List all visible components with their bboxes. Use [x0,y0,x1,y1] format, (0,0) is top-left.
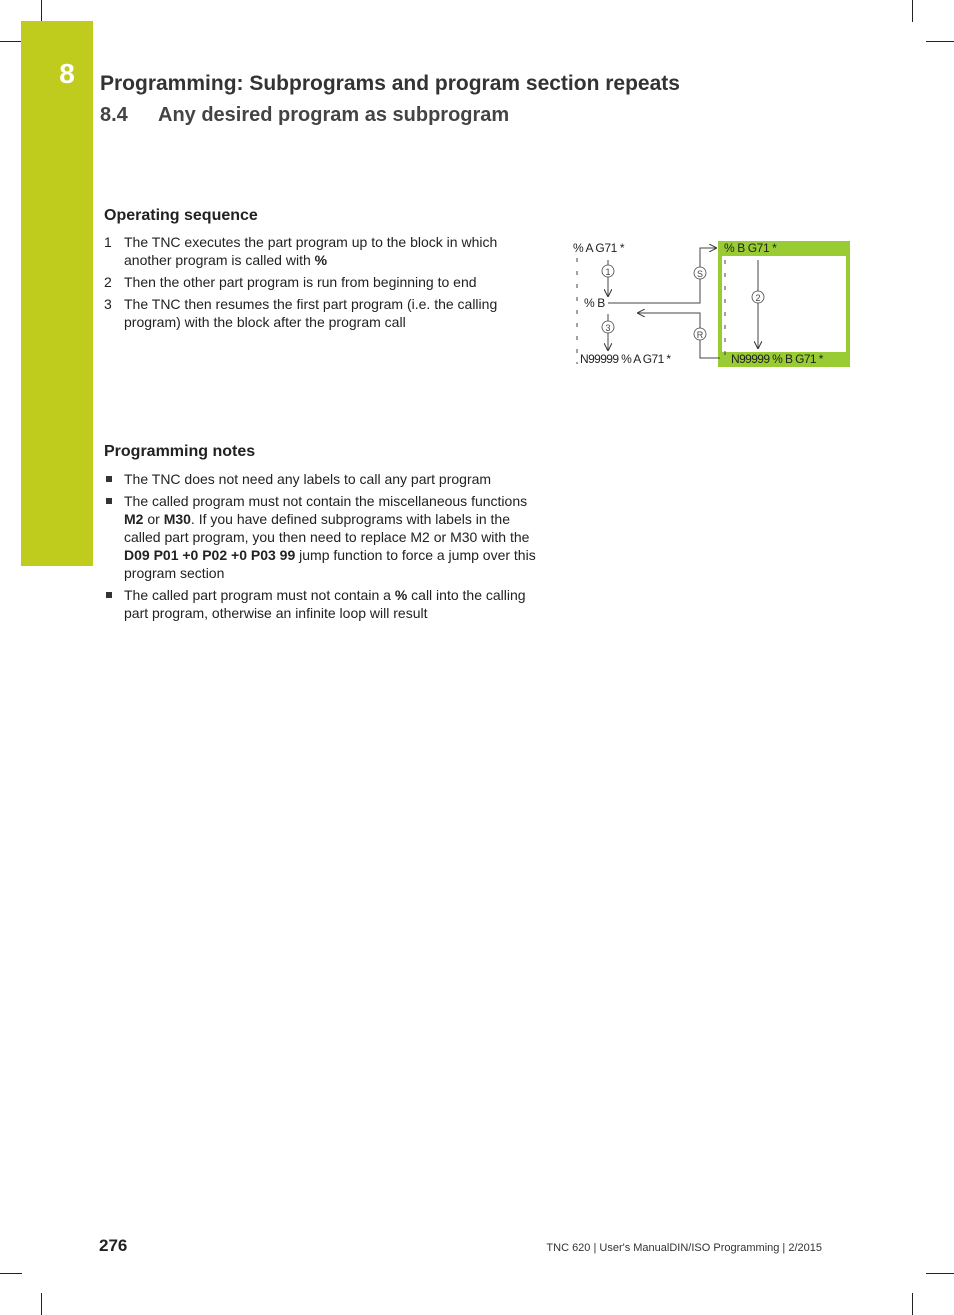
step-number: 2 [104,274,112,290]
program-call-diagram [570,236,852,370]
crop-mark [912,1293,913,1315]
step-number: 1 [104,234,112,250]
crop-mark [912,0,913,22]
list-item [104,492,544,582]
marker-r-label: R [696,330,704,340]
section-title: Any desired program as subprogram [158,104,510,126]
programming-notes-list [104,470,544,626]
note-text: jump function to force a jump over this program section [124,547,536,581]
programming-notes-heading: Programming notes [104,443,256,460]
marker-3-label: 3 [605,323,611,333]
page-number: 276 [99,1236,128,1255]
bullet-icon [106,476,112,482]
operating-sequence-list [104,233,544,335]
chapter-side-tab [21,21,93,566]
list-item [104,586,544,622]
note-code: % [394,587,408,603]
operating-sequence-heading: Operating sequence [104,207,258,224]
marker-1-label: 1 [605,267,611,277]
note-code: M2 [124,511,144,527]
note-code: M30 [163,511,191,527]
marker-s-label: S [696,269,704,279]
note-text: The TNC does not need any labels to call any part program [124,471,492,487]
step-number: 3 [104,296,112,312]
crop-mark [0,41,22,42]
note-text: The called part program must not contain a [124,587,395,603]
note-text: call into the calling part program, otherwise an infinite loop will result [124,587,526,621]
crop-mark [0,1273,22,1274]
crop-mark [41,1293,42,1315]
chapter-number: 8 [59,58,75,89]
chapter-title: Programming: Subprograms and program section repeats [100,72,680,95]
bullet-icon [106,592,112,598]
program-a-call-label: % B [584,296,605,310]
note-text: or [143,511,164,527]
list-item [104,295,544,331]
crop-mark [926,41,954,42]
list-item [104,273,544,291]
program-b-start-label: % B G71 * [724,241,777,255]
step-text: The TNC then resumes the first part program (i.e. the calling program) with the block after the program call [124,296,498,330]
crop-mark [926,1273,954,1274]
note-text: The called program must not contain the miscellaneous functions [124,493,528,509]
section-number: 8.4 [100,104,128,126]
program-b-body [722,256,846,352]
marker-2-label: 2 [755,293,761,303]
step-text: The TNC executes the part program up to the block in which another program is called with [124,234,498,268]
program-a-start-label: % A G71 * [573,241,625,255]
note-code: D09 P01 +0 P02 +0 P03 99 [124,547,296,563]
footer-doc-info: TNC 620 | User's ManualDIN/ISO Programming | 2/2015 [546,1242,822,1254]
crop-mark [41,0,42,22]
list-item [104,233,544,269]
note-text: . If you have defined subprograms with labels in the called part program, you then need to replace M2 or M30 with the [124,511,530,545]
step-bold: % [314,252,328,268]
step-text: Then the other part program is run from beginning to end [124,274,477,290]
list-item [104,470,544,488]
program-a-end-label: N99999 % A G71 * [580,352,671,366]
bullet-icon [106,498,112,504]
program-b-end-label: N99999 % B G71 * [731,352,823,366]
